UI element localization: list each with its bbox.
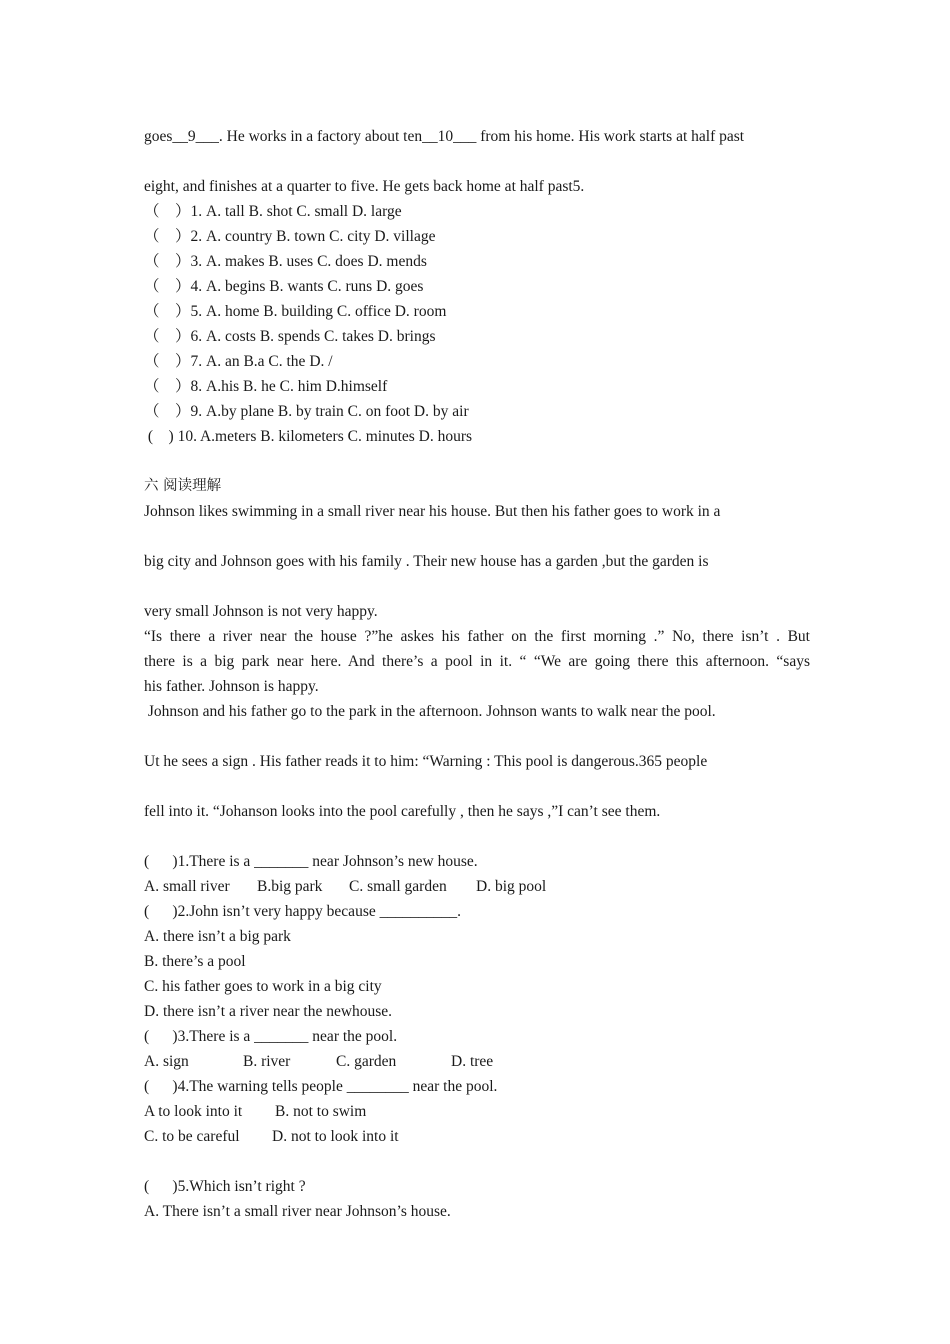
reading-question: ( )1.There is a _______ near Johnson’s new house. (144, 853, 478, 870)
reading-text-line: Ut he sees a sign . His father reads it to him: “Warning : This pool is dangerous.365 people (144, 753, 708, 770)
blank-line (144, 724, 810, 749)
cloze-question: ( ) 10. A.meters B. kilometers C. minutes D. hours (144, 428, 473, 445)
answer-option: C. garden (336, 1053, 397, 1070)
reading-text-line: his father. Johnson is happy. (144, 678, 319, 695)
answer-option: C. small garden (349, 878, 447, 895)
answer-options (144, 874, 810, 899)
reading-question: ( )2.John isn’t very happy because __________. (144, 903, 461, 920)
blank-line (144, 774, 810, 799)
answer-option: B. there’s a pool (144, 953, 246, 970)
reading-question: ( )4.The warning tells people ________ near the pool. (144, 1078, 498, 1095)
answer-option: A to look into it (144, 1103, 243, 1120)
blank-line (144, 524, 810, 549)
cloze-text-line: eight, and finishes at a quarter to five. He gets back home at half past5. (144, 178, 585, 195)
answer-options (144, 1049, 810, 1074)
blank-line (144, 449, 810, 474)
cloze-question: （ ）6. A. costs B. spends C. takes D. brings (144, 328, 436, 345)
answer-option: B. river (243, 1053, 291, 1070)
answer-option: B. not to swim (275, 1103, 367, 1120)
answer-option: D. tree (451, 1053, 494, 1070)
answer-option: D. not to look into it (272, 1128, 399, 1145)
reading-text-line: big city and Johnson goes with his family . Their new house has a garden ,but the garden is (144, 553, 709, 570)
section-heading: 六 阅读理解 (144, 478, 222, 494)
cloze-question: （ ）9. A.by plane B. by train C. on foot D. by air (144, 403, 469, 420)
answer-option: C. to be careful (144, 1128, 240, 1145)
answer-option: B.big park (257, 878, 323, 895)
reading-text-line: Johnson and his father go to the park in the afternoon. Johnson wants to walk near the pool. (144, 703, 716, 720)
cloze-question: （ ）5. A. home B. building C. office D. room (144, 303, 447, 320)
answer-option: D. there isn’t a river near the newhouse. (144, 1003, 393, 1020)
reading-text-line: “Is there a river near the house ?”he askes his father on the first morning .” No, there isn’t . But (144, 628, 810, 645)
reading-text-line: Johnson likes swimming in a small river near his house. But then his father goes to work in a (144, 503, 721, 520)
answer-option: D. big pool (476, 878, 547, 895)
blank-line (144, 574, 810, 599)
answer-options (144, 1099, 810, 1124)
cloze-question: （ ）4. A. begins B. wants C. runs D. goes (144, 278, 424, 295)
answer-options (144, 1124, 810, 1149)
answer-option: A. sign (144, 1053, 189, 1070)
blank-line (144, 149, 810, 174)
document-page (144, 124, 810, 1224)
blank-line (144, 824, 810, 849)
cloze-question: （ ）1. A. tall B. shot C. small D. large (144, 203, 402, 220)
reading-text-line: fell into it. “Johanson looks into the pool carefully , then he says ,”I can’t see them. (144, 803, 661, 820)
cloze-question: （ ）3. A. makes B. uses C. does D. mends (144, 253, 427, 270)
answer-option: C. his father goes to work in a big city (144, 978, 382, 995)
answer-option: A. there isn’t a big park (144, 928, 291, 945)
answer-option: A. small river (144, 878, 230, 895)
reading-question: ( )3.There is a _______ near the pool. (144, 1028, 398, 1045)
cloze-text-line: goes__9___. He works in a factory about ten__10___ from his home. His work starts at half past (144, 128, 745, 145)
reading-text-line: there is a big park near here. And there’s a pool in it. “ “We are going there this afternoon. “says (144, 653, 810, 670)
cloze-question: （ ）8. A.his B. he C. him D.himself (144, 378, 388, 395)
blank-line (144, 1149, 810, 1174)
answer-option: A. There isn’t a small river near Johnson’s house. (144, 1203, 451, 1220)
cloze-question: （ ）2. A. country B. town C. city D. village (144, 228, 436, 245)
reading-question: ( )5.Which isn’t right ? (144, 1178, 306, 1195)
cloze-question: （ ）7. A. an B.a C. the D. / (144, 353, 333, 370)
reading-text-line: very small Johnson is not very happy. (144, 603, 378, 620)
